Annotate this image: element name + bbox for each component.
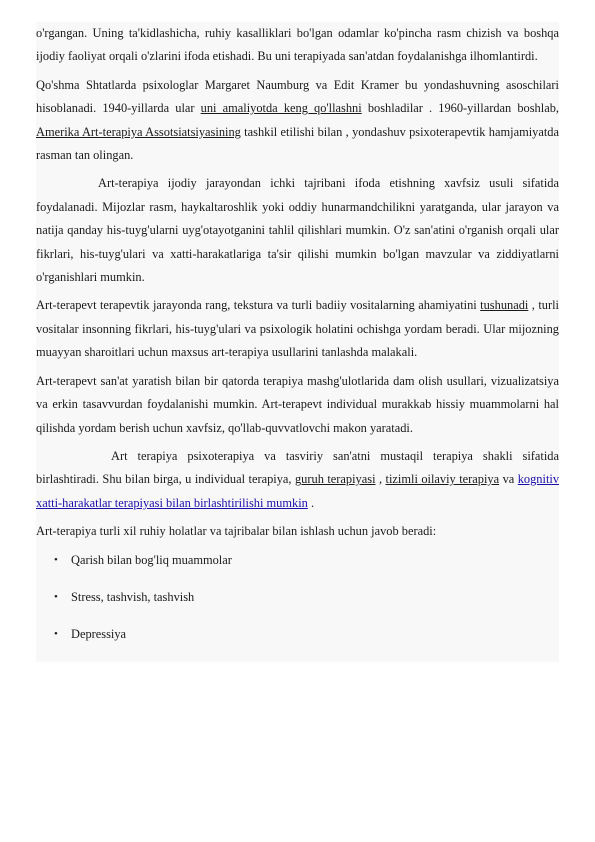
paragraph-2 [36, 74, 559, 168]
list-item-label: Qarish bilan bog'liq muammolar [71, 552, 232, 567]
bullet-icon: • [54, 627, 58, 640]
paragraph-4-text-a: Art-terapevt terapevtik jarayonda rang, tekstura va turli badiiy vositalarning ahamiyatini [36, 298, 481, 313]
list-item-label: Depressiya [71, 626, 127, 641]
list-item [36, 586, 559, 623]
paragraph-3: Art-terapiya ijodiy jarayondan ichki tajribani ifoda etishning xavfsiz usuli sifatida foydalanadi. Mijozlar rasm, haykaltaroshlik yoki oddiy hunarmandchilikni yaratganda, ular jarayon va natija qanday his-tuyg'ularni uyg'otayotganini tahlil qilishlari mumkin. O'z san'atini o'rganish orqali ular fikrlari, his-tuyg'ulari va xatti-harakatlariga ta'sir qilishi mumkin bo'lgan mavzular va ziddiyatlarni o'rganishlari mumkin. [36, 176, 559, 285]
paragraph-6 [36, 445, 559, 515]
paragraph-6-text-c: va [499, 472, 518, 487]
link-cognitive-behavioral-therapy[interactable]: kognitiv xatti-harakatlar terapiyasi bilan birlashtirilishi mumkin [36, 472, 560, 510]
document-body [36, 22, 559, 662]
paragraph-2-text-c: tashkil etilishi bilan , yondashuv psixoterapevtik hamjamiyatda rasman tan olingan. [36, 124, 559, 163]
paragraph-5: Art-terapevt san'at yaratish bilan bir qatorda terapiya mashg'ulotlarida dam olish usullari, vizualizatsiya va erkin tasavvurdan foydalanishi mumkin. Art-terapevt individual murakkab hissiy muammolarni hal qilishda yordam berish uchun xavfsiz, qo'llab-quvvatlovchi makon yaratadi. [36, 373, 559, 435]
link-tushunadi[interactable]: tushunadi [480, 298, 529, 313]
link-widespread-practice[interactable]: uni amaliyotda keng qo'llashni [200, 101, 362, 116]
link-american-art-therapy-association[interactable]: Amerika Art-terapiya Assotsiatsiyasining [36, 124, 241, 139]
list-item [36, 623, 559, 660]
paragraph-4-text-b: , turli vositalar insonning fikrlari, his-tuyg'ulari va psixologik holatini ochishga yordam beradi. Ular mijozning muayyan sharoitlari uchun maxsus art-terapiya usullarini tanlashda malakali. [36, 298, 559, 360]
paragraph-2-text-a: Qo'shma Shtatlarda psixologlar Margaret Naumburg va Edit Kramer bu yondashuvning asoschilari hisoblanadi. 1940-yillarda ular [36, 77, 559, 116]
paragraph-6-text-d: . [307, 495, 315, 510]
list-item-label: Stress, tashvish, tashvish [71, 589, 195, 604]
link-group-therapy[interactable]: guruh terapiyasi [294, 472, 376, 487]
paragraph-7: Art-terapiya turli xil ruhiy holatlar va tajribalar bilan ishlash uchun javob beradi: [36, 524, 437, 539]
paragraph-4 [36, 294, 559, 364]
paragraph-1: o'rgangan. Uning ta'kidlashicha, ruhiy kasalliklari bo'lgan odamlar ko'pincha rasm chizish va boshqa ijodiy faoliyat orqali o'zlarini ifoda etishadi. Bu uni terapiyada san'atdan foydalanishga ilhomlantirdi. [36, 26, 559, 64]
bullet-icon: • [54, 590, 58, 603]
list-item [36, 549, 559, 586]
paragraph-6-text-a: Art terapiya psixoterapiya va tasviriy san'atni mustaqil terapiya shakli sifatida birlashtiradi. Shu bilan birga, u individual terapiya, [36, 448, 559, 487]
paragraph-6-text-b: , [375, 472, 386, 487]
conditions-list [36, 549, 559, 660]
bullet-icon: • [54, 553, 58, 566]
link-systemic-family-therapy[interactable]: tizimli oilaviy terapiya [385, 472, 500, 487]
paragraph-2-text-b: boshladilar . 1960-yillardan boshlab, [361, 101, 559, 116]
